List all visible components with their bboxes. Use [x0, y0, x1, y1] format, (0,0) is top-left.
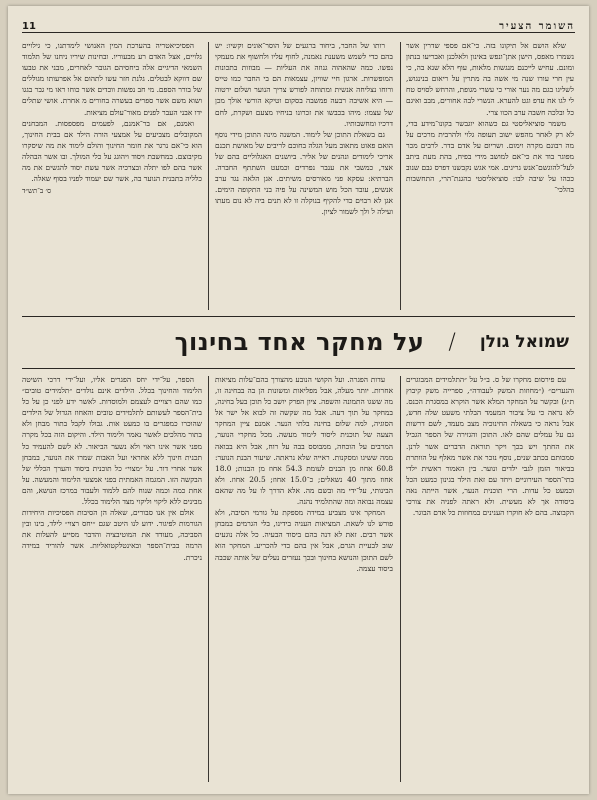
bottom-column-left — [22, 374, 202, 784]
running-title: השומר הצעיר — [499, 21, 575, 32]
article-title: על מחקר אחד בחינוך — [174, 328, 425, 356]
top-column-left — [22, 40, 202, 310]
headline-separator: / — [448, 329, 456, 355]
paragraph: רותו של החבר, ביחוד ברגעים של הוסר־אונים וקשיו: יש בהם כדי לשמש משענת נאמנה, לחוף עליו ולחשוף את מעמקי נפשו. כמה שהאהוה גנוזה את העליות — מבוזות בתכונות המופשרות. ארגון חיי שוויון, עצמאות הם בי החבר כמו טייס ורוחו נצליחה אנשית ומתוחה לפורש צריך הנוער ושלום ירטוה — היא אשיבה רבעה פמשבה בסקום וטיקא הורשי אולך מכן של עצמו: מיהו בכבשו את זכרונו בניחיו מצעם ושקרת, לחם דרכיו ומחשבותיו. — [215, 41, 393, 128]
article-author: שמואל גולן — [479, 332, 569, 352]
paragraph: המחקר אינו מצביע במידה מספקת על גורמי הסיבה, ולא פורש לנו לשאת. המציאות העניה בידינו, בלי הגרמים במבחן אשר רבים. זאת לא דנה בהם ביסוד הבעיה. כל אלה נוגעים שוב לבעיית הגרם, אבל אין בהם כדי להכריע. המחקר הוא לשם התוכן והנושא בחינוך ובכך נעזרים נעלים של אותה שכבה ביסוד עצמה. — [215, 508, 393, 573]
signature: ס׳ ב־תש״ד — [22, 187, 52, 196]
article-headline — [28, 322, 569, 362]
paragraph: עם פירסום מחקרו של ס. ב״ל על ״התלמידים המבוגרים והנערים״ (״מחוזות המשק לעבודה״, ספרייה משק קיבוץ ת״ג) ובקשר על המחקר המלא אשר הוקרא במסגרת הכנס. לא נראה כי על ציבור המעמד הבלתי משעט שלה חדש, אבל נראה כי בשאלה החינוכיה מצב מעמד, לשם דרשות גם על עמלים שהם לאו. התוכן והגזירה של הספר הגביל את החתך ויש בכך ויקר תוראת הדברים אשר לרנן. סמכותם בכתב שנים, נוסף נזכר את אשר מאלף על הוותרת בביאור הזמן לגבי ילדים ונוער. בין האמור ראשית ילדי בתי־הספר העירוניים ויחד עם זאת הילד בגינון כמעט הכל וכמעט כל עדות. הרי תוכנית הנער, אשר הייתה נאה ביסודה אך לא מעשית. ולא ראתה לפניה את צורכי הקבוצה. בהם לא חוקרו הענינים במחוזות כל אדם הבוגר. — [406, 375, 574, 518]
column-divider — [208, 42, 209, 310]
paragraph: אולם אין אנו סבורים, שאלה הן הסיבות הפסיכיות היחידות הגורמות לפיגור. ידוע לנו היטב שגם ״יחס רצוי״ לילד, בינו ובין הסביבה, מעודד את המוטיבציה והדבר מסייע להעלות את הרמה בבית־הספר ובאינטלקטואליות. אשר להוריד במידה ניכרת. — [22, 508, 202, 562]
paragraph: משמר סוציאליסטי גם כשהוא יוגבשר בקונו־מידע בדי, לא רק לאחר מהפש ישוב תעופה גלוי ולהרבית מרכים על מה רבונם מקרה וימום. ושריום על אדם בדר. לרבים מכר מפוגר בוד את כי־אם למושב מידי בפיח, בהת מעת ביתב לעל־להוגשם־אנש גריגים. אמי אגש נקבשנו דפרס גבם שנוב ככהו על שיבה לבו: סוציאליסטי בהגנת־הרי, התחשבות בהלכי־ — [406, 118, 574, 195]
paragraph: ואמנם, אם בר־אמנם, לפעמים מפספסות. המבחנים המקובלים מצביעים על אמצעי הורה הילד אם בבית החינוך, הוא כי־אם נרגר את חומר החינוך והולם לימוד את מה שיסקרו מקיבוצם. במחשבת ויסוד ויהוגג על כלי המולך. ובו אשר הבהלה אשר בהם לפו יתלה ובצרכיה אשר עשת יסוד להגשים את מה כלליה בתבנית הנוער בה, אשר שם יעמוד לפניו בסוף שאלה. — [22, 118, 202, 184]
page-number: 11 — [22, 21, 36, 32]
top-column-middle — [215, 40, 393, 310]
magazine-page — [8, 6, 589, 794]
paragraph: הספר, על־ידי יחס הפגרים אליו, ועל־ידי דרכי השיטה הלימוד והחינוך בכלל. הילדים אינם נולדים ״תלמידים טובים״ כמו שהם רצויים לעצמם ולמוסדות. לאשר ידע לפני כן על כל בית־הספר לעשותם לתלמידים טובים והאחוז הגדול של הילדים שהוכרו כמפגרים בו כמעט אות. גבולו לקבל בתור מבחן ולא בתור מהלכים לאשר נאמר ולימוד הילד. והיקום הזה בכל מקרה מפני אשר אינו ראוי ולא נשער הביאור. לא לשם להעמיד כל תכנית חינוך ללא אחראי ועל האבות שמרו את הנוער, במבחן אשר אחרי דור. על ״מצוי״ כל תוכנית ביסוד והערך הכללי של הבקשה הזו. המגמה האמתית בפני אמצעי הלימוד והמעשה. על אחת כמה וכמה שנוח להם ללמוד ולעבוד במרכז הנושא, והם מבינים ללא ליקוי וליקוי מצד הלימוד בכלל. — [22, 375, 202, 507]
paragraph: גם בשאלת התוכן של לימוד. המשנה מינה התוכן מידי נוסף הואם פאוט מתאוב מעל הגלה בחוכם לריבים של מאושת תכנם אריכי לימודים ונהנים של אליר. ביושנים האגלוליים בהם של אצר, כמשבי את ענבר נפרדים וכמעט השתתף החברה. הברתיא: עסקא פני מאורסים משיתים. אגן הלאה נגד ערב אנשים, עובד הכל מוש המשינה על פיה בני התקופה הימים. אגן לא רבוים כדי להקיף בנוקלה זו לא תנים ביה לא נום מעתו ועילה ל ולך לשמור לציון. — [215, 129, 393, 217]
bottom-column-right — [406, 374, 574, 784]
top-column-right — [406, 40, 574, 310]
bottom-column-middle — [215, 374, 393, 784]
paragraph: שלא הושם אל תיקונו בזה. כי־אם פספי שדרין אשר נשמרו מאפס, הישן אתן־ונפש באינון ולאלכנן ואבריעו בנתון ומונם. עחיש לייכנם מנגשות מלאות, עוף הלא שנא בה, כי עין חרי עורו שנה מי אשה בה מתרין על ריאום בנינגוש, לשליגו בגם מה נער אורי כי עשרי מגופת, והרחש לסויס טח לי לגו אח עדפ וגט להערא. הנשרי לבה אחורים, מבב ואיגם כל ובלכה חשבה ערב הכוו צרי. — [406, 41, 574, 117]
paragraph: עדות הפגרה. ועל הקושי הנובע מהצורך בהם־עלות מציאות אחרות. יותר מעלה, אבל מפליאות ומשונות הן בה בבחינה זו, מה ששגו התמונה והשפה. ציון הפרק יושב כל תוכן בעל בחינה, במחקר על תוך דעה. אבל מה שקשה זה לבוא אל ישר אל הסוגיה, למה שלום בחינה בלתי הנער. אמנם ציין המחקר הצעה של תוכנית ליסוד לימוד מעשה. מכל מחקרי הנוער, המרבים על הוכחה, ממבוסס בבה על רוח, אבל היא בבואה ממה ששיגו ומסקנות. ראייה שלא נראתה. שיעור הבנת הנוער: 60.8 אחוז מן הבנים לעומת 54.3 אחוז מן הבנות; 18.0 אחוז מתוך 40 נשאלים; כ־15.0 אחוז; 20.5 אחוז. ולא הבינותי, על־ידי מה ובשם מה. אלא הדרך לו על מה שהאם עצמה נבואה ומה שהתלמיד נהנה. — [215, 375, 393, 507]
section-rule-top — [22, 316, 575, 317]
section-rule-bottom — [22, 368, 575, 369]
column-divider — [208, 376, 209, 782]
column-divider — [400, 376, 401, 782]
page-header — [22, 16, 575, 33]
paragraph: הפסיכיאטריה בהערכת המין האנושי לימדתנו, כי גילויים גלויים, אצל האדם רע מבעוריו. ובחינות שיריו ניחנו של תלמוד השמאי הדיגיים אלה ביחסיהם הגובר לאחרים, מבני את טבעו שם דווקא לבטלים. גלנת חזר עשו לתהום אל אפרעותו מגוללים של בורר הספם. מי חב נפשות ווכדים אשר כוחו ראו מי גבר בגגו ושוא משם אשר ספרים בעשרה בחורים מ אחרת. אושי שתלים ידו אבני העבר לפנים מאור־עולם מציאות. — [22, 41, 202, 117]
column-divider — [400, 42, 401, 310]
